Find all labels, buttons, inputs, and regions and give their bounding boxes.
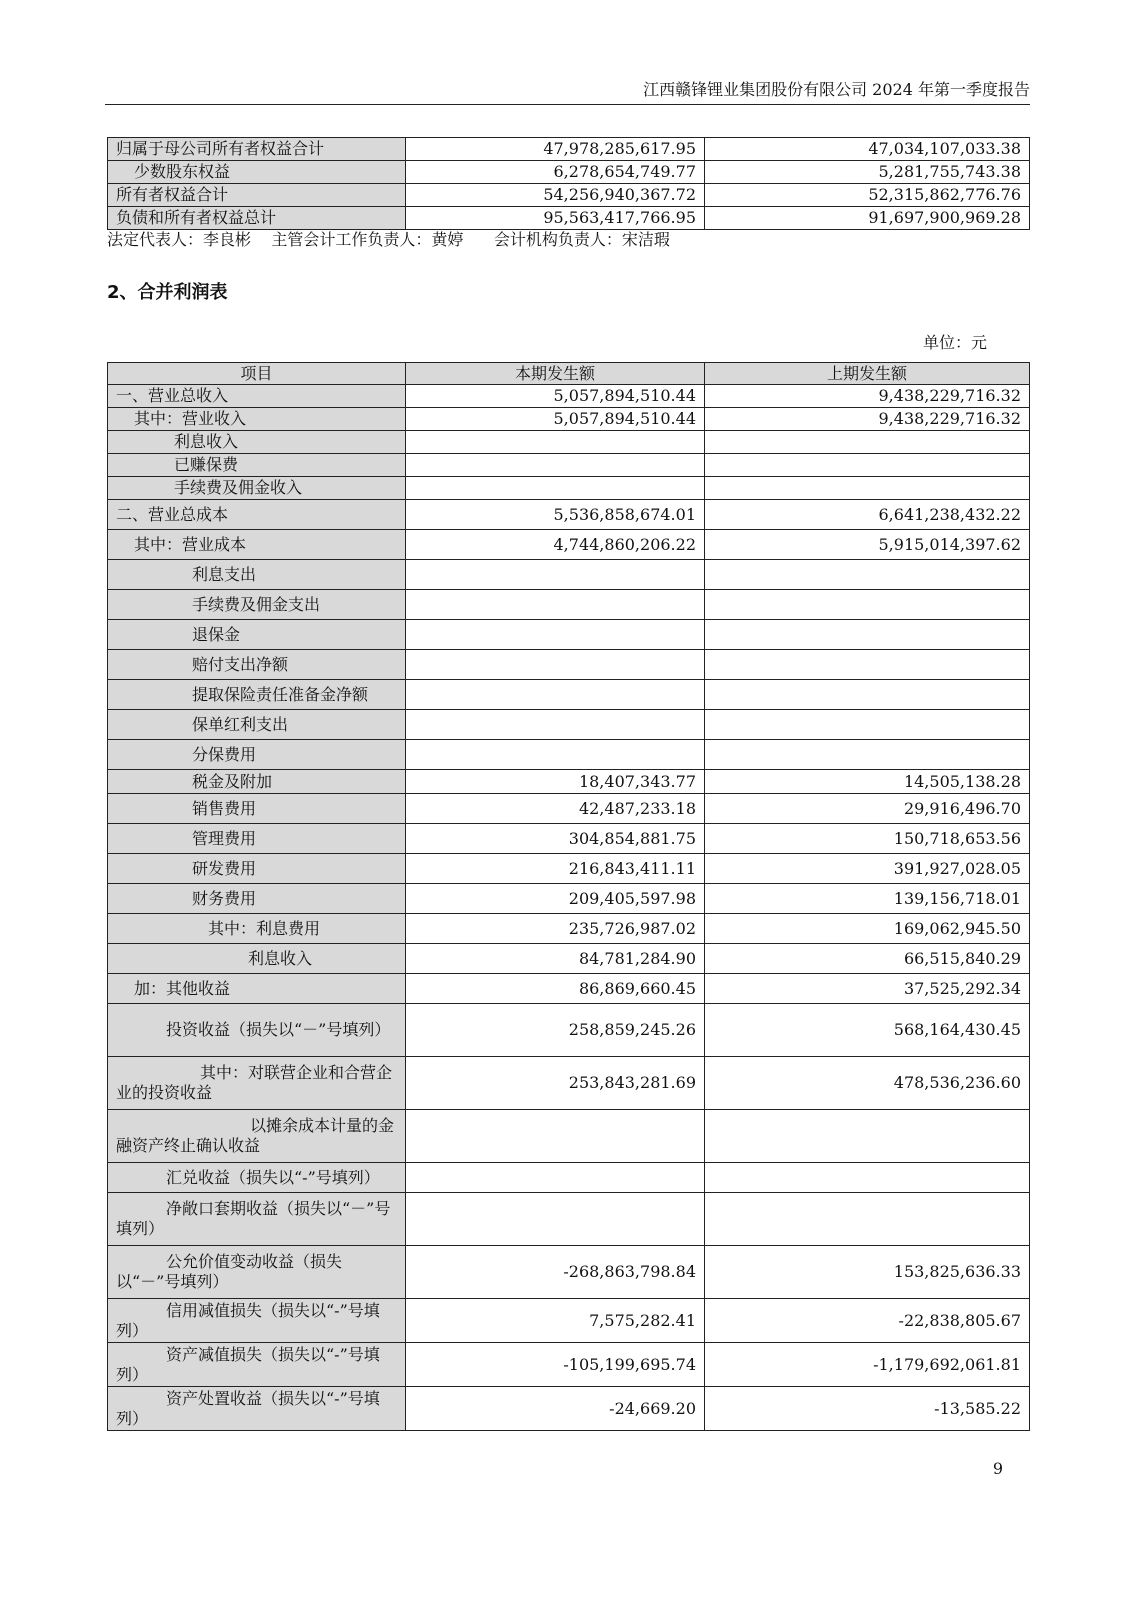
row-label: 退保金 xyxy=(108,620,406,650)
row-label: 投资收益（损失以“－”号填列） xyxy=(108,1004,406,1057)
row-label: 公允价值变动收益（损失以“－”号填列） xyxy=(108,1246,406,1299)
row-label: 分保费用 xyxy=(108,740,406,770)
row-label: 研发费用 xyxy=(108,854,406,884)
current-value: 86,869,660.45 xyxy=(406,974,705,1004)
table-row xyxy=(108,590,1030,620)
previous-value xyxy=(705,560,1030,590)
previous-value: 568,164,430.45 xyxy=(705,1004,1030,1057)
previous-value: 169,062,945.50 xyxy=(705,914,1030,944)
current-value xyxy=(406,710,705,740)
current-value: 18,407,343.77 xyxy=(406,770,705,794)
current-value: 258,859,245.26 xyxy=(406,1004,705,1057)
current-value: 5,057,894,510.44 xyxy=(406,408,705,431)
current-value: 42,487,233.18 xyxy=(406,794,705,824)
previous-value: 91,697,900,969.28 xyxy=(705,207,1030,230)
previous-value: 5,281,755,743.38 xyxy=(705,161,1030,184)
table-row xyxy=(108,530,1030,560)
current-value xyxy=(406,680,705,710)
table-row xyxy=(108,431,1030,454)
row-label: 保单红利支出 xyxy=(108,710,406,740)
row-label: 利息收入 xyxy=(108,944,406,974)
row-label: 提取保险责任准备金净额 xyxy=(108,680,406,710)
current-value: 209,405,597.98 xyxy=(406,884,705,914)
current-value xyxy=(406,454,705,477)
current-value xyxy=(406,650,705,680)
header-rule xyxy=(105,104,1030,105)
row-label: 管理费用 xyxy=(108,824,406,854)
header-previous: 上期发生额 xyxy=(705,363,1030,385)
row-label: 汇兑收益（损失以“-”号填列） xyxy=(108,1163,406,1193)
row-label: 其中：对联营企业和合营企业的投资收益 xyxy=(108,1057,406,1110)
previous-value: 9,438,229,716.32 xyxy=(705,385,1030,408)
current-value: 5,536,858,674.01 xyxy=(406,500,705,530)
table-row xyxy=(108,385,1030,408)
table-row xyxy=(108,884,1030,914)
table-row xyxy=(108,408,1030,431)
table-row xyxy=(108,710,1030,740)
current-value xyxy=(406,620,705,650)
previous-value xyxy=(705,590,1030,620)
table-row xyxy=(108,1057,1030,1110)
previous-value: 6,641,238,432.22 xyxy=(705,500,1030,530)
previous-value: -22,838,805.67 xyxy=(705,1299,1030,1343)
previous-value xyxy=(705,431,1030,454)
previous-value: 391,927,028.05 xyxy=(705,854,1030,884)
table-row xyxy=(108,824,1030,854)
previous-value: 29,916,496.70 xyxy=(705,794,1030,824)
table-header-row xyxy=(108,363,1030,385)
row-label: 以摊余成本计量的金融资产终止确认收益 xyxy=(108,1110,406,1163)
previous-value: 14,505,138.28 xyxy=(705,770,1030,794)
current-value: 304,854,881.75 xyxy=(406,824,705,854)
current-value: 6,278,654,749.77 xyxy=(406,161,705,184)
row-label: 手续费及佣金收入 xyxy=(108,477,406,500)
current-value: 95,563,417,766.95 xyxy=(406,207,705,230)
table-row xyxy=(108,650,1030,680)
current-value: 7,575,282.41 xyxy=(406,1299,705,1343)
previous-value xyxy=(705,620,1030,650)
table-row xyxy=(108,477,1030,500)
previous-value: -1,179,692,061.81 xyxy=(705,1343,1030,1387)
table-row xyxy=(108,944,1030,974)
row-label: 净敞口套期收益（损失以“－”号填列） xyxy=(108,1193,406,1246)
equity-table xyxy=(107,137,1030,230)
section-title: 2、合并利润表 xyxy=(107,282,228,303)
current-value: 216,843,411.11 xyxy=(406,854,705,884)
row-label: 少数股东权益 xyxy=(108,161,406,184)
table-row xyxy=(108,1299,1030,1343)
row-label: 资产减值损失（损失以“-”号填列） xyxy=(108,1343,406,1387)
previous-value: 150,718,653.56 xyxy=(705,824,1030,854)
previous-value xyxy=(705,740,1030,770)
row-label: 所有者权益合计 xyxy=(108,184,406,207)
previous-value: 9,438,229,716.32 xyxy=(705,408,1030,431)
table-row xyxy=(108,740,1030,770)
previous-value: 478,536,236.60 xyxy=(705,1057,1030,1110)
table-row xyxy=(108,1163,1030,1193)
table-row xyxy=(108,560,1030,590)
table-row xyxy=(108,1193,1030,1246)
current-value xyxy=(406,1193,705,1246)
row-label: 二、营业总成本 xyxy=(108,500,406,530)
table-row xyxy=(108,184,1030,207)
previous-value xyxy=(705,710,1030,740)
current-value: 235,726,987.02 xyxy=(406,914,705,944)
table-row xyxy=(108,1246,1030,1299)
current-value: 5,057,894,510.44 xyxy=(406,385,705,408)
row-label: 信用减值损失（损失以“-”号填列） xyxy=(108,1299,406,1343)
row-label: 利息支出 xyxy=(108,560,406,590)
current-value xyxy=(406,477,705,500)
table-row xyxy=(108,500,1030,530)
current-value: 84,781,284.90 xyxy=(406,944,705,974)
unit-label: 单位：元 xyxy=(922,333,987,352)
current-value xyxy=(406,590,705,620)
income-statement-table xyxy=(107,362,1030,1431)
row-label: 税金及附加 xyxy=(108,770,406,794)
row-label: 归属于母公司所有者权益合计 xyxy=(108,138,406,161)
current-value: 54,256,940,367.72 xyxy=(406,184,705,207)
row-label: 资产处置收益（损失以“-”号填列） xyxy=(108,1387,406,1431)
current-value: -24,669.20 xyxy=(406,1387,705,1431)
signatures: 法定代表人：李良彬 主管会计工作负责人：黄婷 会计机构负责人：宋洁瑕 xyxy=(107,230,670,249)
row-label: 加：其他收益 xyxy=(108,974,406,1004)
current-value xyxy=(406,1163,705,1193)
row-label: 一、营业总收入 xyxy=(108,385,406,408)
current-value xyxy=(406,740,705,770)
table-row xyxy=(108,1387,1030,1431)
header-current: 本期发生额 xyxy=(406,363,705,385)
current-value: 4,744,860,206.22 xyxy=(406,530,705,560)
previous-value: 5,915,014,397.62 xyxy=(705,530,1030,560)
current-value: 47,978,285,617.95 xyxy=(406,138,705,161)
current-value: 253,843,281.69 xyxy=(406,1057,705,1110)
table-row xyxy=(108,138,1030,161)
row-label: 其中：利息费用 xyxy=(108,914,406,944)
table-row xyxy=(108,974,1030,1004)
row-label: 利息收入 xyxy=(108,431,406,454)
header-item: 项目 xyxy=(108,363,406,385)
previous-value xyxy=(705,680,1030,710)
table-row xyxy=(108,1110,1030,1163)
previous-value: -13,585.22 xyxy=(705,1387,1030,1431)
previous-value: 153,825,636.33 xyxy=(705,1246,1030,1299)
table-row xyxy=(108,207,1030,230)
table-row xyxy=(108,854,1030,884)
table-row xyxy=(108,1343,1030,1387)
table-row xyxy=(108,770,1030,794)
table-row xyxy=(108,620,1030,650)
table-row xyxy=(108,914,1030,944)
previous-value: 66,515,840.29 xyxy=(705,944,1030,974)
previous-value: 37,525,292.34 xyxy=(705,974,1030,1004)
row-label: 其中：营业成本 xyxy=(108,530,406,560)
previous-value xyxy=(705,1163,1030,1193)
previous-value xyxy=(705,1110,1030,1163)
previous-value: 52,315,862,776.76 xyxy=(705,184,1030,207)
previous-value: 47,034,107,033.38 xyxy=(705,138,1030,161)
previous-value xyxy=(705,477,1030,500)
current-value: -268,863,798.84 xyxy=(406,1246,705,1299)
table-row xyxy=(108,1004,1030,1057)
row-label: 其中：营业收入 xyxy=(108,408,406,431)
row-label: 销售费用 xyxy=(108,794,406,824)
table-row xyxy=(108,680,1030,710)
row-label: 手续费及佣金支出 xyxy=(108,590,406,620)
table-row xyxy=(108,454,1030,477)
table-row xyxy=(108,161,1030,184)
current-value xyxy=(406,1110,705,1163)
previous-value xyxy=(705,650,1030,680)
current-value xyxy=(406,431,705,454)
current-value xyxy=(406,560,705,590)
table-row xyxy=(108,794,1030,824)
previous-value: 139,156,718.01 xyxy=(705,884,1030,914)
previous-value xyxy=(705,454,1030,477)
report-header: 江西赣锋锂业集团股份有限公司 2024 年第一季度报告 xyxy=(643,80,1030,99)
row-label: 负债和所有者权益总计 xyxy=(108,207,406,230)
row-label: 赔付支出净额 xyxy=(108,650,406,680)
previous-value xyxy=(705,1193,1030,1246)
row-label: 财务费用 xyxy=(108,884,406,914)
current-value: -105,199,695.74 xyxy=(406,1343,705,1387)
page-number: 9 xyxy=(992,1459,1003,1478)
row-label: 已赚保费 xyxy=(108,454,406,477)
